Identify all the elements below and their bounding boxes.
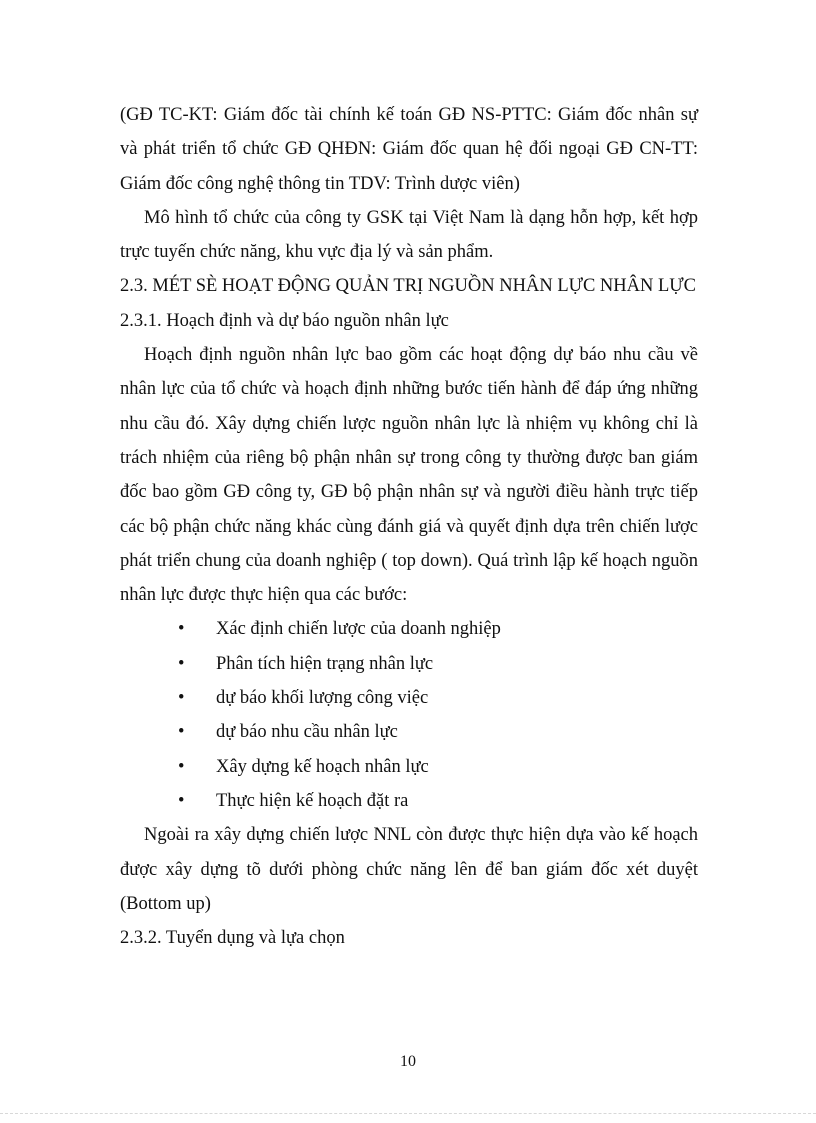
page-number: 10 xyxy=(400,1053,416,1070)
bullet-icon: • xyxy=(178,688,185,709)
list-item-text: Xác định chiến lược của doanh nghiệp xyxy=(216,619,501,640)
list-item-text: Phân tích hiện trạng nhân lực xyxy=(216,653,434,674)
list-item xyxy=(120,784,698,818)
list-item xyxy=(120,715,698,749)
list-item-text: dự báo nhu cầu nhân lực xyxy=(216,722,398,743)
list-item xyxy=(120,750,698,784)
list-item xyxy=(120,681,698,715)
page-bottom-divider xyxy=(0,1113,816,1114)
list-item-text: dự báo khối lượng công việc xyxy=(216,688,429,709)
bullet-icon: • xyxy=(178,653,185,674)
planning-steps-list xyxy=(120,612,698,818)
list-item xyxy=(120,647,698,681)
planning-paragraph: Hoạch định nguồn nhân lực bao gồm các hoạt động dự báo nhu cầu về nhân lực của tổ chức và hoạch định những bước tiến hành để đáp ứng những nhu cầu đó. Xây dựng chiến lược nguồn nhân lực là nhiệm vụ không chỉ là trách nhiệm của riêng bộ phận nhân sự trong công ty thường được ban giám đốc bao gồm GĐ công ty, GĐ bộ phận nhân sự và người điều hành trực tiếp các bộ phận chức năng khác cùng đánh giá và quyết định dựa trên chiến lược phát triển chung của doanh nghiệp ( top down). Quá trình lập kế hoạch nguồn nhân lực được thực hiện qua các bước: xyxy=(120,345,698,606)
list-item xyxy=(120,612,698,646)
organization-model-paragraph: Mô hình tổ chức của công ty GSK tại Việt Nam là dạng hỗn hợp, kết hợp trực tuyến chức năng, khu vực địa lý và sản phẩm. xyxy=(120,207,698,263)
bullet-icon: • xyxy=(178,722,185,743)
bullet-icon: • xyxy=(178,619,185,640)
subsection-heading-recruitment: 2.3.2. Tuyển dụng và lựa chọn xyxy=(120,928,345,949)
abbreviations-paragraph: (GĐ TC-KT: Giám đốc tài chính kế toán GĐ NS-PTTC: Giám đốc nhân sự và phát triển tổ chức GĐ QHĐN: Giám đốc quan hệ đối ngoại GĐ CN-TT: Giám đốc công nghệ thông tin TDV: Trình dược viên) xyxy=(120,105,698,194)
bullet-icon: • xyxy=(178,756,185,777)
list-item-text: Thực hiện kế hoạch đặt ra xyxy=(216,790,409,811)
page-content xyxy=(120,98,698,955)
bullet-icon: • xyxy=(178,790,185,811)
section-heading: 2.3. MÉT SÈ HOẠT ĐỘNG QUẢN TRỊ NGUỒN NHÂN LỰC NHÂN LỰC xyxy=(120,276,696,297)
subsection-heading-planning: 2.3.1. Hoạch định và dự báo nguồn nhân lực xyxy=(120,310,449,331)
bottom-up-paragraph: Ngoài ra xây dựng chiến lược NNL còn được thực hiện dựa vào kế hoạch được xây dựng tõ dưới phòng chức năng lên để ban giám đốc xét duyệt (Bottom up) xyxy=(120,825,698,914)
list-item-text: Xây dựng kế hoạch nhân lực xyxy=(216,756,429,777)
